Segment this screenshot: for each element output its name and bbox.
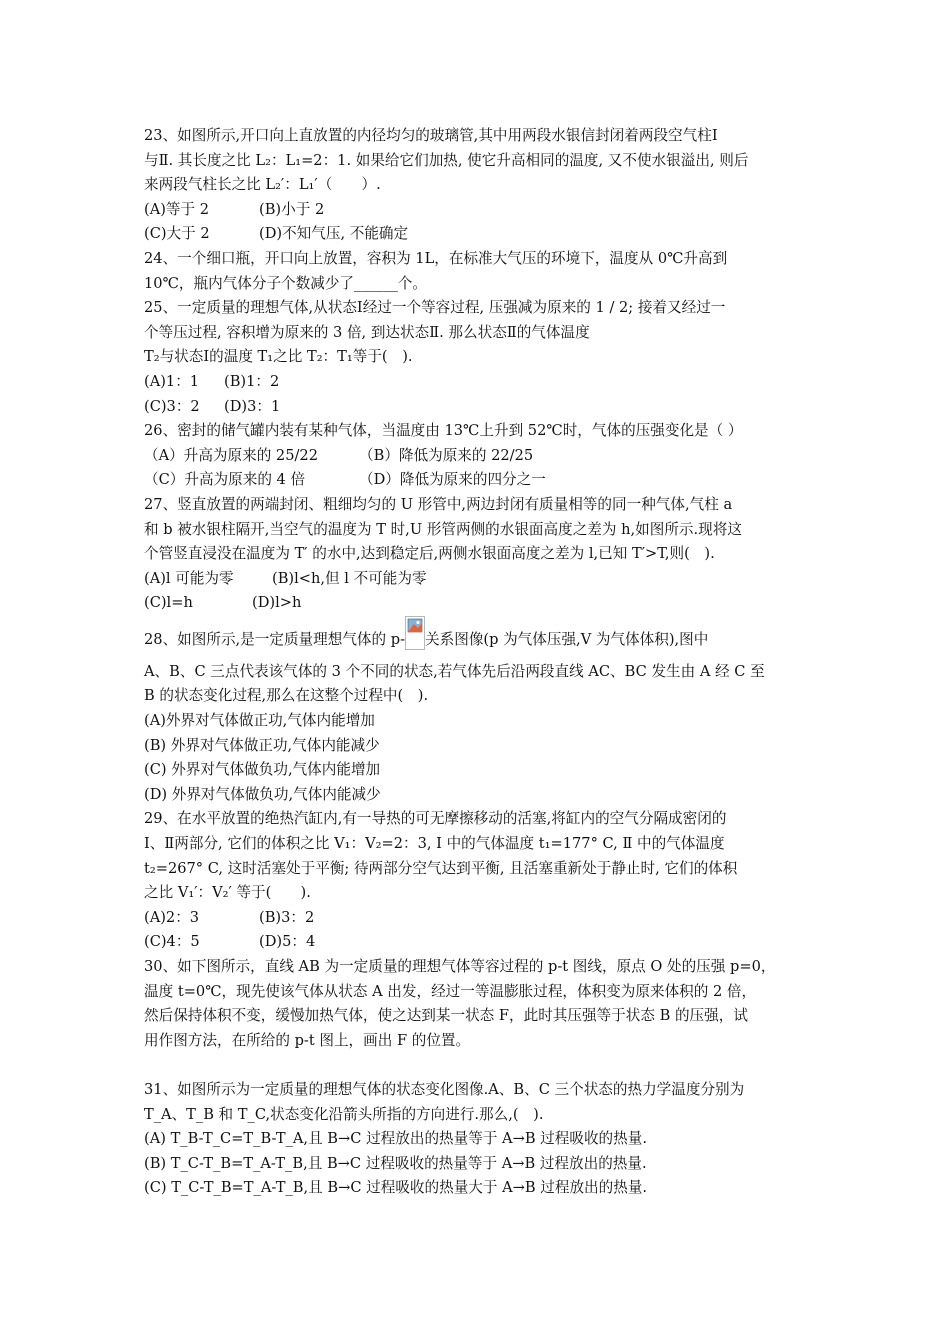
q23-option-a: (A)等于 2 (144, 200, 210, 218)
q29-option-b: (B)3：2 (259, 908, 315, 926)
q27-line-1: 27、竖直放置的两端封闭、粗细均匀的 U 形管中,两边封闭有质量相等的同一种气体,气柱 a (144, 495, 733, 513)
q27-line-2: 和 b 被水银柱隔开,当空气的温度为 T 时,U 形管两侧的水银面高度之差为 h,如图所示.现将这 (144, 520, 742, 538)
embedded-image-icon (405, 616, 425, 650)
q31-line-2: T_A、T_B 和 T_C,状态变化沿箭头所指的方向进行.那么,( ). (144, 1105, 544, 1123)
q25-option-a: (A)1：1 (144, 372, 200, 390)
q29-options-cd (144, 930, 812, 955)
q28-option-d: (D) 外界对气体做负功,气体内能减少 (144, 785, 381, 803)
q28-option-c: (C) 外界对气体做负功,气体内能增加 (144, 761, 381, 779)
q29-line-4: 之比 V₁′：V₂′ 等于( ). (144, 884, 311, 902)
q29-options-ab (144, 906, 812, 931)
q30-line-2: 温度 t=0℃，现先使该气体从状态 A 出发，经过一等温膨胀过程，体积变为原来体积的 2 倍， (144, 982, 757, 1000)
q23-line-3: 来两段气柱长之比 L₂′：L₁′（ ）. (144, 176, 381, 194)
q26-option-a: （A）升高为原来的 25/22 (144, 446, 318, 464)
q25-options-ab (144, 370, 812, 395)
q29-line-1: 29、在水平放置的绝热汽缸内,有一导热的可无摩擦移动的活塞,将缸内的空气分隔成密闭的 (144, 810, 727, 828)
q30-line-1: 30、如下图所示，直线 AB 为一定质量的理想气体等容过程的 p-t 图线，原点 O 处的压强 p=0， (144, 958, 776, 975)
q29-option-a: (A)2：3 (144, 908, 200, 926)
q30-line-3: 然后保持体积不变，缓慢加热气体，使之达到某一状态 F，此时其压强等于状态 B 的压强，试 (144, 1007, 748, 1025)
q23-options-ab (144, 198, 812, 223)
q28-option-b: (B) 外界对气体做正功,气体内能减少 (144, 736, 380, 754)
q31-option-a: (A) T_B-T_C=T_B-T_A,且 B→C 过程放出的热量等于 A→B 过程吸收的热量. (144, 1130, 647, 1148)
q28-line-3: B 的状态变化过程,那么在这整个过程中( ). (144, 687, 429, 705)
q25-line-3: T₂与状态Ⅰ的温度 T₁之比 T₂：T₁等于( ). (144, 348, 413, 366)
q24-line-2: 10℃，瓶内气体分子个数减少了______个。 (144, 274, 427, 292)
q23-line-2: 与Ⅱ. 其长度之比 L₂：L₁=2：1. 如果给它们加热, 使它升高相同的温度, 又不使水银溢出, 则后 (144, 151, 749, 169)
q24-line-1: 24、一个细口瓶，开口向上放置，容积为 1L，在标准大气压的环境下，温度从 0℃升高到 (144, 249, 728, 267)
q29-line-2: Ⅰ、Ⅱ两部分, 它们的体积之比 V₁：V₂=2：3, Ⅰ 中的气体温度 t₁=177° C, Ⅱ 中的气体温度 (144, 835, 725, 853)
q29-line-3: t₂=267° C, 这时活塞处于平衡; 待两部分空气达到平衡, 且活塞重新处于静止时, 它们的体积 (144, 859, 738, 877)
q23-options-cd (144, 222, 812, 247)
q25-line-2: 个等压过程, 容积增为原来的 3 倍, 到达状态Ⅱ. 那么状态Ⅱ的气体温度 (144, 323, 590, 341)
q28-line-2: A、B、C 三点代表该气体的 3 个不同的状态,若气体先后沿两段直线 AC、BC 发生由 A 经 C 至 (144, 662, 765, 680)
document-page (144, 124, 812, 1201)
q28-option-a: (A)外界对气体做正功,气体内能增加 (144, 712, 375, 730)
blank-line (144, 1053, 812, 1078)
q27-option-c: (C)l=h (144, 594, 193, 612)
q27-option-d: (D)l>h (252, 594, 302, 612)
q28-text-before: 28、如图所示,是一定质量理想气体的 p- (144, 630, 406, 648)
q25-option-b: (B)1：2 (224, 372, 280, 390)
q30-line-4: 用作图方法，在所给的 p-t 图上，画出 F 的位置。 (144, 1031, 471, 1049)
q25-option-c: (C)3：2 (144, 397, 200, 415)
q31-option-c: (C) T_C-T_B=T_A-T_B,且 B→C 过程吸收的热量大于 A→B 过程放出的热量. (144, 1179, 648, 1197)
q23-line-1: 23、如图所示,开口向上直放置的内径均匀的玻璃管,其中用两段水银信封闭着两段空气柱Ⅰ (144, 127, 718, 144)
q26-option-d: （D）降低为原来的四分之一 (359, 471, 546, 489)
q27-line-3: 个管竖直浸没在温度为 T′ 的水中,达到稳定后,两侧水银面高度之差为 l,已知 T′>T,则( ). (144, 545, 715, 563)
q28-text-after: 关系图像(p 为气体压强,V 为气体体积),图中 (425, 630, 709, 648)
q25-options-cd (144, 395, 812, 420)
q31-option-b: (B) T_C-T_B=T_A-T_B,且 B→C 过程吸收的热量等于 A→B 过程放出的热量. (144, 1154, 647, 1172)
q27-options-ab (144, 567, 812, 592)
q23-option-c: (C)大于 2 (144, 225, 210, 243)
q29-option-d: (D)5：4 (259, 933, 316, 951)
q26-option-b: （B）降低为原来的 22/25 (359, 446, 534, 464)
q29-option-c: (C)4：5 (144, 933, 200, 951)
q28-line-1 (144, 616, 812, 660)
q27-options-cd (144, 591, 812, 616)
q26-options-ab (144, 444, 812, 469)
q23-option-b: (B)小于 2 (259, 200, 325, 218)
q23-option-d: (D)不知气压, 不能确定 (259, 225, 409, 243)
q27-option-b: (B)l<h,但 l 不可能为零 (272, 569, 427, 587)
q25-line-1: 25、一定质量的理想气体,从状态Ⅰ经过一个等容过程, 压强减为原来的 1 / 2; 接着又经过一 (144, 299, 726, 317)
q26-options-cd (144, 468, 812, 493)
q27-option-a: (A)l 可能为零 (144, 569, 234, 587)
q26-line-1: 26、密封的储气罐内装有某种气体，当温度由 13℃上升到 52℃时，气体的压强变化是（ ） (144, 422, 743, 440)
q31-line-1: 31、如图所示为一定质量的理想气体的状态变化图像.A、B、C 三个状态的热力学温度分别为 (144, 1080, 745, 1098)
q25-option-d: (D)3：1 (224, 397, 281, 415)
q26-option-c: （C）升高为原来的 4 倍 (144, 471, 306, 489)
